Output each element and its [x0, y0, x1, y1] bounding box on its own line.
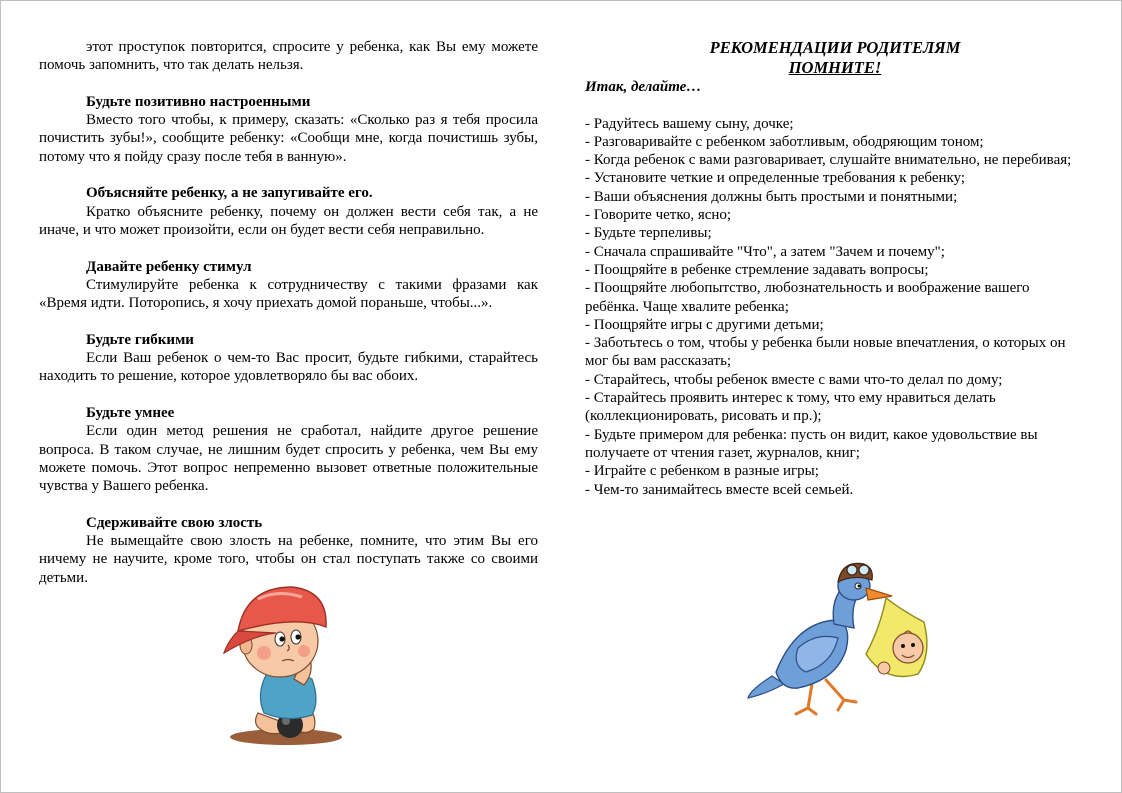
- section-heading-positive: Будьте позитивно настроенными: [86, 93, 311, 110]
- list-item: - Ваши объяснения должны быть простыми и понятными;: [585, 188, 958, 205]
- list-item: - Сначала спрашивайте "Что", а затем "Зачем и почему";: [585, 243, 945, 260]
- section-text-positive: Вместо того чтобы, к примеру, сказать: «Сколько раз я тебя просила почистить зубы!», сообщите ребенку: «Сообщи мне, когда почистишь зубы, потому что я пойду сразу после тебя в ванную».: [39, 112, 538, 165]
- list-item: - Будьте терпеливы;: [585, 225, 712, 242]
- opening-paragraph: этот проступок повторится, спросите у ребенка, как Вы ему можете помочь запомнить, что так делать нельзя.: [39, 39, 538, 74]
- section-text-flexible: Если Ваш ребенок о чем-то Вас просит, будьте гибкими, старайтесь находить то решение, которое удовлетворяло бы вас обоих.: [39, 350, 538, 385]
- list-item: - Поощряйте игры с другими детьми;: [585, 316, 824, 333]
- stork-with-baby-illustration: [742, 556, 942, 721]
- list-item: - Разговаривайте с ребенком заботливым, ободряющим тоном;: [585, 133, 984, 150]
- list-item: - Радуйтесь вашему сыну, дочке;: [585, 115, 794, 132]
- list-item: - Установите четкие и определенные требования к ребенку;: [585, 170, 966, 187]
- recommendations-title: РЕКОМЕНДАЦИИ РОДИТЕЛЯМ: [709, 38, 961, 57]
- section-heading-stimulus: Давайте ребенку стимул: [86, 258, 252, 275]
- remember-title: ПОМНИТЕ!: [788, 58, 882, 77]
- section-heading-smarter: Будьте умнее: [86, 404, 175, 421]
- list-item: - Поощряйте любопытство, любознательность и воображение вашего ребёнка. Чаще хвалите ребенка;: [585, 280, 1030, 315]
- list-item: - Будьте примером для ребенка: пусть он видит, какое удовольствие вы получаете от чтения газет, журналов, книг;: [585, 426, 1038, 461]
- list-item: - Когда ребенок с вами разговаривает, слушайте внимательно, не перебивая;: [585, 152, 1072, 169]
- list-item: - Чем-то занимайтесь вместе всей семьей.: [585, 481, 854, 498]
- section-text-anger: Не вымещайте свою злость на ребенке, помните, что этим Вы его ничему не научите, кроме того, чтобы он стал поступать также со своими детьми.: [39, 533, 538, 586]
- list-item: - Старайтесь, чтобы ребенок вместе с вами что-то делал по дому;: [585, 371, 1003, 388]
- section-text-stimulus: Стимулируйте ребенка к сотрудничеству с такими фразами как «Время идти. Поторопись, я хочу приехать домой пораньше, чтобы...».: [39, 276, 538, 312]
- section-text-smarter: Если один метод решения не сработал, найдите другое решение вопроса. В таком случае, не лишним будет спросить у ребенка, чем Вы ему можете помочь. Этот вопрос непременно вызовет ответные положительные чувства у Вашего ребенка.: [39, 423, 538, 495]
- list-item: - Говорите четко, ясно;: [585, 207, 732, 224]
- intro-text: Итак, делайте…: [585, 79, 702, 95]
- left-column: [39, 38, 538, 587]
- list-item: - Старайтесь проявить интерес к тому, что ему нравиться делать (коллекционировать, рисовать и пр.);: [585, 390, 996, 425]
- list-item: - Поощряйте в ребенке стремление задавать вопросы;: [585, 261, 929, 278]
- right-column: [585, 38, 1085, 499]
- section-heading-anger: Сдерживайте свою злость: [86, 514, 263, 531]
- section-heading-flexible: Будьте гибкими: [86, 331, 194, 348]
- list-item: - Играйте с ребенком в разные игры;: [585, 463, 819, 480]
- list-item: - Заботьтесь о том, чтобы у ребенка были новые впечатления, о которых он мог бы вам рассказать;: [585, 335, 1066, 370]
- section-text-explain: Кратко объясните ребенку, почему он должен вести себя так, а не иначе, и что может произойти, если он будет вести себя неправильно.: [39, 203, 538, 238]
- thinking-child-illustration: [218, 575, 348, 747]
- section-heading-explain: Объясняйте ребенку, а не запугивайте его.: [86, 185, 373, 202]
